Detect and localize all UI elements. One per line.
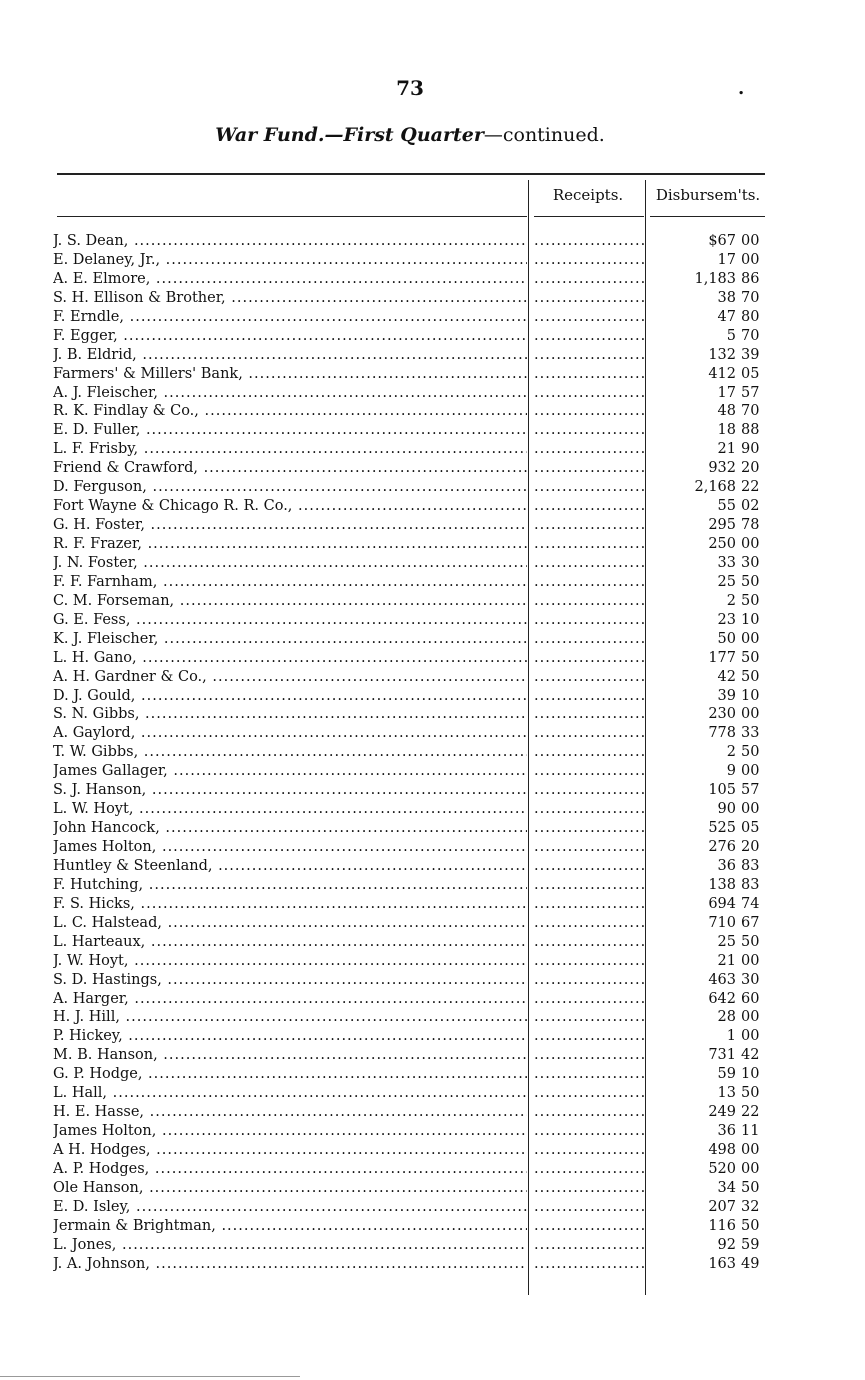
table-row [0, 478, 865, 497]
disbursement-dollars: 38 [717, 289, 736, 306]
table-row [0, 1217, 865, 1236]
receipts-cell [534, 971, 644, 990]
disbursement-cents: 60 [741, 990, 760, 1007]
payee-name: Ole Hanson, ..... [53, 1179, 527, 1198]
disbursement-cents: 00 [741, 952, 760, 969]
disbursement-dollars: 525 [708, 820, 736, 837]
disbursement-cents: 50 [741, 1179, 760, 1196]
receipts-cell [534, 270, 644, 289]
payee-name: A. Gaylord, ..... [53, 724, 527, 743]
disbursement-dollars: 138 [708, 876, 736, 893]
disbursements-header: Disbursem'ts. [655, 186, 761, 204]
disbursement-cents: 00 [741, 630, 760, 647]
disbursement-cents: 05 [741, 820, 760, 837]
receipts-cell [534, 743, 644, 762]
payee-name: James Holton, ..... [53, 838, 527, 857]
receipts-cell [534, 762, 644, 781]
disbursement-cents: 83 [741, 857, 760, 874]
payee-name: L. Hall, ..... [53, 1084, 527, 1103]
payee-name: D. Ferguson, ..... [53, 478, 527, 497]
receipts-cell [534, 724, 644, 743]
disbursement-cents: 00 [741, 801, 760, 818]
disbursement-cents: 33 [741, 725, 760, 742]
header-underline-receipts [534, 216, 644, 217]
payee-name: Jermain & Brightman, ..... [53, 1217, 527, 1236]
payee-name: L. H. Gano, ..... [53, 649, 527, 668]
disbursement-dollars: 36 [717, 1123, 736, 1140]
table-row [0, 1065, 865, 1084]
disbursement-cents: 80 [741, 308, 760, 325]
disbursement-dollars: 932 [708, 460, 736, 477]
disbursement-dollars: 778 [708, 725, 736, 742]
receipts-cell [534, 668, 644, 687]
table-row [0, 990, 865, 1009]
table-row [0, 554, 865, 573]
table-row [0, 819, 865, 838]
table-row [0, 232, 865, 251]
disbursement-cents: 50 [741, 649, 760, 666]
table-row [0, 933, 865, 952]
receipts-cell [534, 857, 644, 876]
page-mark: . [738, 78, 745, 99]
disbursement-cents: 30 [741, 554, 760, 571]
table-row [0, 611, 865, 630]
disbursement-cents: 67 [741, 914, 760, 931]
table-row [0, 270, 865, 289]
payee-name: S. J. Hanson, ..... [53, 781, 527, 800]
receipts-cell [534, 895, 644, 914]
disbursement-dollars: 105 [708, 782, 736, 799]
disbursement-cents: 20 [741, 460, 760, 477]
receipts-cell [534, 933, 644, 952]
disbursement-cents: 57 [741, 782, 760, 799]
receipts-cell [534, 289, 644, 308]
payee-name: C. M. Forseman, ..... [53, 592, 527, 611]
table-row [0, 705, 865, 724]
payee-name: H. J. Hill, ..... [53, 1008, 527, 1027]
disbursement-cents: 90 [741, 441, 760, 458]
disbursement-cents: 42 [741, 1047, 760, 1064]
receipts-cell [534, 687, 644, 706]
disbursement-dollars: 39 [717, 687, 736, 704]
disbursement-dollars: 250 [708, 536, 736, 552]
disbursement-cents: 30 [741, 971, 760, 988]
receipts-cell [534, 1103, 644, 1122]
header-underline-disbursements [650, 216, 765, 217]
payee-name: P. Hickey, ..... [53, 1027, 527, 1046]
disbursement-cents: 22 [741, 1104, 760, 1121]
payee-name: A. E. Elmore, ..... [53, 270, 527, 289]
table-row [0, 649, 865, 668]
table-row [0, 857, 865, 876]
receipts-cell [534, 327, 644, 346]
receipts-cell [534, 516, 644, 535]
disbursement-cents: 50 [741, 592, 760, 609]
disbursement-dollars: 21 [717, 952, 736, 969]
disbursement-cents: 50 [741, 668, 760, 685]
disbursement-dollars: 230 [708, 706, 736, 723]
receipts-cell [534, 421, 644, 440]
receipts-cell [534, 914, 644, 933]
payee-name: James Gallager, ..... [53, 762, 527, 781]
payee-name: F. Erndle, ..... [53, 308, 527, 327]
receipts-cell [534, 308, 644, 327]
table-row [0, 440, 865, 459]
table-row [0, 592, 865, 611]
disbursement-dollars: 116 [708, 1217, 736, 1234]
disbursement-dollars: 34 [717, 1179, 736, 1196]
receipts-cell [534, 952, 644, 971]
disbursement-cents: 10 [741, 611, 760, 628]
disbursement-dollars: 59 [717, 1066, 736, 1083]
disbursement-dollars: 2,168 [694, 479, 736, 496]
table-row [0, 1084, 865, 1103]
disbursement-dollars: 132 [708, 346, 736, 363]
receipts-cell [534, 592, 644, 611]
receipts-cell [534, 365, 644, 384]
disbursement-dollars: 163 [708, 1255, 736, 1272]
disbursement-cents: 50 [741, 1085, 760, 1102]
heading-italic: War Fund.—First Quarter [215, 124, 484, 146]
table-row [0, 914, 865, 933]
disbursement-cents: 10 [741, 1066, 760, 1083]
receipts-cell [534, 497, 644, 516]
table-row [0, 1027, 865, 1046]
payee-name: A. Harger, ..... [53, 990, 527, 1009]
heading-continued: —continued. [483, 124, 605, 146]
disbursement-dollars: 21 [717, 441, 736, 458]
receipts-cell [534, 1160, 644, 1179]
disbursement-cents: 50 [741, 573, 760, 590]
payee-name: J. N. Foster, ..... [53, 554, 527, 573]
receipts-cell [534, 535, 644, 554]
disbursement-cents: 50 [741, 933, 760, 950]
disbursement-cents: 00 [741, 1009, 760, 1026]
disbursement-dollars: 47 [717, 308, 736, 325]
receipts-cell [534, 1179, 644, 1198]
disbursement-cents: 70 [741, 289, 760, 306]
receipts-cell [534, 1255, 644, 1274]
disbursement-dollars: 25 [717, 933, 736, 950]
payee-name: L. C. Halstead, ..... [53, 914, 527, 933]
table-row [0, 365, 865, 384]
page-heading [0, 124, 820, 146]
receipts-cell [534, 573, 644, 592]
payee-name: A. H. Gardner & Co., ..... [53, 668, 527, 687]
disbursement-dollars: 5 [726, 327, 736, 344]
disbursement-cents: 00 [741, 706, 760, 723]
disbursement-dollars: 177 [708, 649, 736, 666]
disbursement-cents: 00 [741, 763, 760, 780]
payee-name: F. Hutching, ..... [53, 876, 527, 895]
disbursement-cents: 74 [741, 895, 760, 912]
table-row [0, 497, 865, 516]
table-row [0, 743, 865, 762]
disbursement-cents: 02 [741, 498, 760, 515]
disbursement-dollars: $67 [708, 233, 736, 249]
table-row [0, 384, 865, 403]
disbursement-dollars: 23 [717, 611, 736, 628]
payee-name: T. W. Gibbs, ..... [53, 743, 527, 762]
payee-name: S. N. Gibbs, ..... [53, 705, 527, 724]
receipts-cell [534, 611, 644, 630]
disbursement-cents: 78 [741, 517, 760, 534]
table-row [0, 1198, 865, 1217]
payee-name: J. B. Eldrid, ..... [53, 346, 527, 365]
disbursement-cents: 00 [741, 536, 760, 552]
disbursement-dollars: 694 [708, 895, 736, 912]
disbursement-cents: 70 [741, 403, 760, 420]
disbursement-dollars: 48 [717, 403, 736, 420]
disbursement-cents: 70 [741, 327, 760, 344]
disbursement-cents: 83 [741, 876, 760, 893]
header-underline-names [57, 216, 527, 217]
payee-name: A. J. Fleischer, ..... [53, 384, 527, 403]
disbursement-cents: 00 [741, 1142, 760, 1158]
receipts-cell [534, 440, 644, 459]
receipts-cell [534, 1236, 644, 1255]
top-rule [57, 173, 765, 175]
receipts-cell [534, 1122, 644, 1141]
disbursement-cents: 05 [741, 365, 760, 382]
table-row [0, 781, 865, 800]
table-row [0, 289, 865, 308]
disbursement-dollars: 2 [726, 744, 736, 761]
receipts-cell [534, 649, 644, 668]
table-row [0, 1236, 865, 1255]
receipts-cell [534, 1217, 644, 1236]
disbursement-dollars: 13 [717, 1085, 736, 1102]
payee-name: J. S. Dean, ..... [53, 232, 527, 251]
disbursement-dollars: 25 [717, 573, 736, 590]
payee-name: R. F. Frazer, ..... [53, 535, 527, 554]
disbursement-cents: 20 [741, 839, 760, 855]
table-row [0, 1103, 865, 1122]
table-row [0, 346, 865, 365]
receipts-cell [534, 990, 644, 1009]
disbursement-cents: 00 [741, 1160, 760, 1177]
disbursement-cents: 50 [741, 1217, 760, 1234]
receipts-cell [534, 838, 644, 857]
payee-name: G. E. Fess, ..... [53, 611, 527, 630]
disbursement-dollars: 498 [708, 1142, 736, 1158]
receipts-cell [534, 402, 644, 421]
receipts-cell [534, 232, 644, 251]
payee-name: A. P. Hodges, ..... [53, 1160, 527, 1179]
receipts-cell [534, 554, 644, 573]
disbursement-cents: 88 [741, 422, 760, 439]
payee-name: L. W. Hoyt, ..... [53, 800, 527, 819]
table-row [0, 952, 865, 971]
payee-name: J. A. Johnson, ..... [53, 1255, 527, 1274]
receipts-cell [534, 630, 644, 649]
table-row [0, 724, 865, 743]
payee-name: F. F. Farnham, ..... [53, 573, 527, 592]
disbursement-dollars: 9 [726, 763, 736, 780]
payee-name: K. J. Fleischer, ..... [53, 630, 527, 649]
payee-name: Fort Wayne & Chicago R. R. Co., ..... [53, 497, 527, 516]
payee-name: John Hancock, ..... [53, 819, 527, 838]
table-row [0, 630, 865, 649]
disbursement-cents: 00 [741, 233, 760, 249]
receipts-cell [534, 1027, 644, 1046]
payee-name: S. H. Ellison & Brother, ..... [53, 289, 527, 308]
table-row [0, 838, 865, 857]
payee-name: D. J. Gould, ..... [53, 687, 527, 706]
table-row [0, 1255, 865, 1274]
table-row [0, 402, 865, 421]
disbursement-dollars: 1 [726, 1028, 736, 1045]
disbursement-dollars: 92 [717, 1236, 736, 1253]
table-row [0, 1008, 865, 1027]
table-row [0, 1046, 865, 1065]
receipts-cell [534, 1084, 644, 1103]
receipts-header: Receipts. [552, 186, 624, 204]
table-row [0, 1122, 865, 1141]
table-row [0, 1160, 865, 1179]
payee-name: Friend & Crawford, ..... [53, 459, 527, 478]
table-row [0, 876, 865, 895]
payee-name: L. Harteaux, ..... [53, 933, 527, 952]
disbursement-cents: 59 [741, 1236, 760, 1253]
disbursement-dollars: 36 [717, 857, 736, 874]
table-row [0, 800, 865, 819]
disbursement-dollars: 18 [717, 422, 736, 439]
receipts-cell [534, 459, 644, 478]
disbursement-cents: 00 [741, 1028, 760, 1045]
disbursement-cents: 10 [741, 687, 760, 704]
disbursement-dollars: 50 [717, 630, 736, 647]
disbursement-cents: 00 [741, 251, 760, 268]
receipts-cell [534, 1065, 644, 1084]
disbursement-dollars: 520 [708, 1160, 736, 1177]
payee-name: H. E. Hasse, ..... [53, 1103, 527, 1122]
disbursement-dollars: 17 [717, 384, 736, 401]
table-row [0, 668, 865, 687]
table-row [0, 762, 865, 781]
table-row [0, 895, 865, 914]
payee-name: F. S. Hicks, ..... [53, 895, 527, 914]
receipts-cell [534, 1141, 644, 1160]
payee-name: S. D. Hastings, ..... [53, 971, 527, 990]
table-row [0, 516, 865, 535]
table-row [0, 327, 865, 346]
receipts-cell [534, 1198, 644, 1217]
disbursement-cents: 22 [741, 479, 760, 496]
disbursement-cents: 86 [741, 270, 760, 287]
bottom-rule [0, 1376, 300, 1377]
disbursement-dollars: 2 [726, 592, 736, 609]
disbursement-dollars: 33 [717, 554, 736, 571]
receipts-cell [534, 478, 644, 497]
table-row [0, 421, 865, 440]
disbursement-dollars: 731 [708, 1047, 736, 1064]
disbursement-dollars: 295 [708, 517, 736, 534]
payee-name: Farmers' & Millers' Bank, ..... [53, 365, 527, 384]
disbursement-cents: 49 [741, 1255, 760, 1272]
ledger-rows [0, 232, 865, 1274]
receipts-cell [534, 251, 644, 270]
payee-name: G. P. Hodge, ..... [53, 1065, 527, 1084]
payee-name: F. Egger, ..... [53, 327, 527, 346]
disbursement-dollars: 642 [708, 990, 736, 1007]
page-number: 73 [396, 76, 424, 100]
disbursement-dollars: 207 [708, 1198, 736, 1215]
disbursement-dollars: 1,183 [694, 270, 736, 287]
payee-name: E. Delaney, Jr., ..... [53, 251, 527, 270]
disbursement-cents: 11 [741, 1123, 760, 1140]
payee-name: E. D. Isley, ..... [53, 1198, 527, 1217]
payee-name: L. Jones, ..... [53, 1236, 527, 1255]
payee-name: J. W. Hoyt, ..... [53, 952, 527, 971]
disbursement-cents: 39 [741, 346, 760, 363]
table-row [0, 573, 865, 592]
receipts-cell [534, 1008, 644, 1027]
payee-name: Huntley & Steenland, ..... [53, 857, 527, 876]
disbursement-cents: 57 [741, 384, 760, 401]
payee-name: M. B. Hanson, ..... [53, 1046, 527, 1065]
receipts-cell [534, 346, 644, 365]
receipts-cell [534, 705, 644, 724]
disbursement-dollars: 28 [717, 1009, 736, 1026]
receipts-cell [534, 384, 644, 403]
payee-name: A H. Hodges, ..... [53, 1141, 527, 1160]
table-row [0, 1179, 865, 1198]
disbursement-dollars: 710 [708, 914, 736, 931]
table-row [0, 971, 865, 990]
table-row [0, 308, 865, 327]
receipts-cell [534, 876, 644, 895]
payee-name: R. K. Findlay & Co., ..... [53, 402, 527, 421]
table-row [0, 535, 865, 554]
table-row [0, 251, 865, 270]
disbursement-dollars: 463 [708, 971, 736, 988]
disbursement-dollars: 17 [717, 251, 736, 268]
payee-name: G. H. Foster, ..... [53, 516, 527, 535]
receipts-cell [534, 781, 644, 800]
table-row [0, 1141, 865, 1160]
payee-name: E. D. Fuller, ..... [53, 421, 527, 440]
disbursement-cents: 32 [741, 1198, 760, 1215]
disbursement-dollars: 412 [708, 365, 736, 382]
receipts-cell [534, 1046, 644, 1065]
disbursement-dollars: 42 [717, 668, 736, 685]
disbursement-dollars: 90 [717, 801, 736, 818]
payee-name: L. F. Frisby, ..... [53, 440, 527, 459]
receipts-cell [534, 800, 644, 819]
payee-name: James Holton, ..... [53, 1122, 527, 1141]
table-row [0, 687, 865, 706]
disbursement-dollars: 276 [708, 839, 736, 855]
disbursement-cents: 50 [741, 744, 760, 761]
receipts-cell [534, 819, 644, 838]
disbursement-dollars: 55 [717, 498, 736, 515]
disbursement-dollars: 249 [708, 1104, 736, 1121]
table-row [0, 459, 865, 478]
